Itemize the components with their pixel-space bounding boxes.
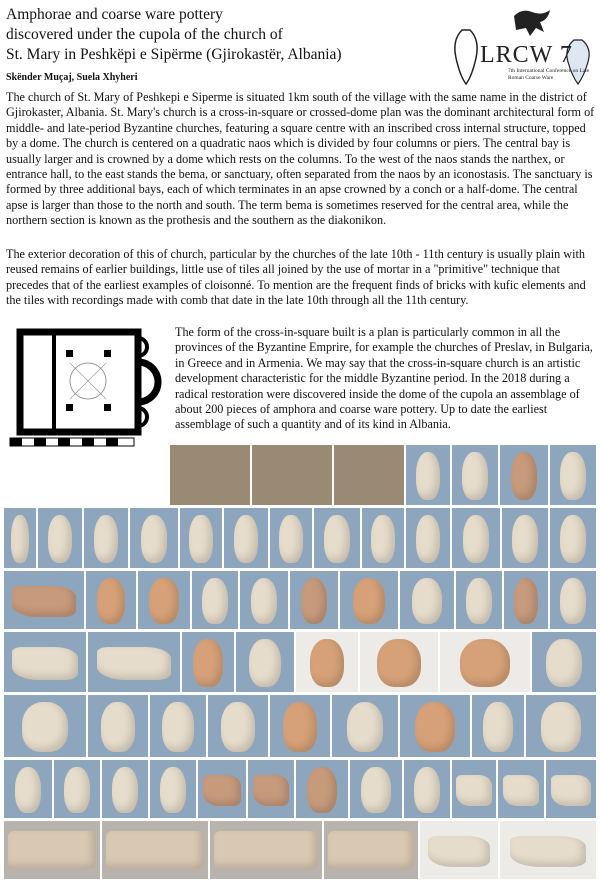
amphora-photo [452,445,498,505]
amphora-photo [270,508,312,568]
amphora-body-photo [150,760,196,818]
conference-logo [448,6,596,92]
amphora-photo [550,508,596,568]
amphora-photo [192,571,238,629]
vessel-top-view-photo [440,632,530,692]
amphora-body-photo [102,760,148,818]
jug-photo [4,695,86,757]
logo-name: LRCW 7 [480,42,573,68]
amphora-photo [224,508,268,568]
sherd-photo [498,760,544,818]
amphora-body-photo [350,760,402,818]
jug-photo [86,571,136,629]
intro-paragraph: The church of St. Mary of Peshkepi e Siperme is situated 1km south of the village with the same name in the district of Gjirokaster, Albania. St. Mary's church is a cross-in-square or crossed-dome plan was the dominant architectural form of middle- and late-period Byzantine churches, featuring a square centre with an inscribed cross internal structure, topped by a dome. The church is centered on a quadratic naos which is divided by four columns or piers. The central bay is usually larger and is crowned by a dome which rests on the columns. To the west of the naos stands the narthex, or entrance hall, to the east stands the bema, or sanctuary, often separated from the naos by an iconostasis. The sanctuary is formed by three additional bays, each of which terminates in an apse crowned by a conch or a half-dome. The central apse is larger than those to the north and south. The term bema is sometimes reserved for the central area, while the northern section is known as the prothesis and the southern as the diakonikon. [6,90,595,228]
tile-photo [210,821,322,879]
jug-photo [340,571,398,629]
amphora-photo [452,508,500,568]
amphora-body-photo [4,760,52,818]
floor-plan-drawing [6,320,166,465]
amphora-photo [472,695,524,757]
title-line-2: discovered under the cupola of the church of [6,26,283,43]
jug-photo [182,632,234,692]
tile-photo [4,821,100,879]
sherds-photo [88,632,180,692]
jug-photo [400,695,470,757]
sherd-photo [546,760,596,818]
excavation-photo [334,445,404,505]
flask-photo [208,695,268,757]
tile-photo [324,821,418,879]
amphora-body-photo [54,760,100,818]
jug-photo [150,695,206,757]
amphora-body-photo [296,760,348,818]
amphora-photo [4,508,36,568]
excavation-photo [252,445,332,505]
amphora-photo [314,508,360,568]
jug-photo [290,571,338,629]
amphora-photo [400,571,454,629]
sherds-photo [4,632,86,692]
authors: Skënder Muçaj, Suela Xhyheri [6,72,138,83]
jug-photo [532,632,596,692]
logo-subtitle: 7th International Conference on Late Roman Coarse Ware [508,68,590,81]
sherds-photo [420,821,498,879]
amphora-photo [84,508,128,568]
amphora-photo [180,508,222,568]
amphora-photo [362,508,404,568]
amphora-photo [406,508,450,568]
church-floor-plan [6,320,166,465]
amphora-photo [504,571,548,629]
amphora-photo [406,445,450,505]
sherd-photo [248,760,294,818]
amphora-photo [240,571,288,629]
jug-photo [526,695,596,757]
jug-fragment-photo [4,571,84,629]
vessel-top-view-photo [360,632,438,692]
poster-title [6,5,436,65]
amphora-photo [502,508,548,568]
cross-in-square-paragraph: The form of the cross-in-square built is a plan is particularly common in all the provinces of the Byzantine Emprire, for example the churches of Preslav, in Bulgaria, in Greece and in Armenia. We may say that the cross-in-square church is an artistic development characteristic for the middle Byzantine period. In the 2018 during a radical restoration were discovered inside the dome of the cupola an assemblage of about 200 pieces of amphora and coarse ware pottery. Up to date the earliest assemblage of such a quantity and of its kind in Albania. [175,325,593,432]
amphora-body-photo [404,760,450,818]
jug-photo [270,695,330,757]
title-line-3: St. Mary in Peshkëpi e Sipërme (Gjirokastër, Albania) [6,46,342,63]
decoration-paragraph: The exterior decoration of this of church, particular by the churches of the late 10th - 11th century is usually plain with reused remains of earlier buildings, little use of tiles all joined by the use of mortar in a "primitive" technique that precedes that of the earliest examples of cloisonné. To mention are the frequent finds of bricks with kufic elements and the tiles with recordings made with comb that date in the late 10th through all the 11th century. [6,247,586,308]
amphora-photo [456,571,502,629]
amphora-photo [550,445,596,505]
jug-photo [332,695,398,757]
sherds-photo [500,821,596,879]
jug-photo [88,695,148,757]
jug-photo [296,632,358,692]
amphora-photo [38,508,82,568]
flask-photo [236,632,294,692]
sherd-photo [452,760,496,818]
excavation-photo [170,445,250,505]
amphora-photo [130,508,178,568]
title-line-1: Amphorae and coarse ware pottery [6,6,223,23]
amphora-photo [500,445,548,505]
jug-photo [138,571,190,629]
sherd-photo [198,760,246,818]
amphora-photo [550,571,596,629]
tile-photo [102,821,208,879]
